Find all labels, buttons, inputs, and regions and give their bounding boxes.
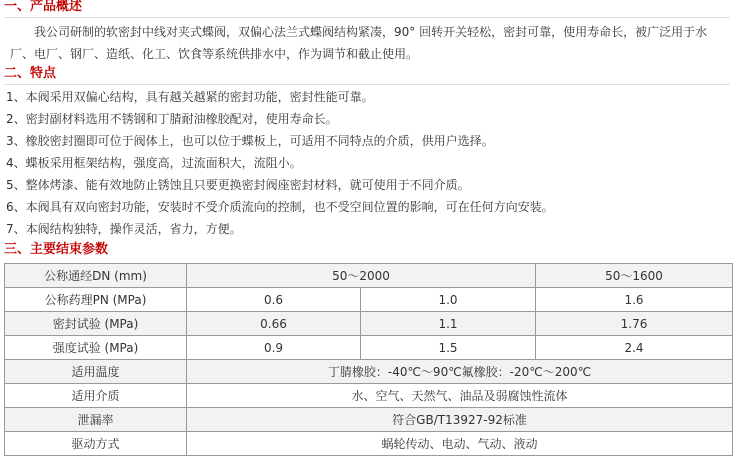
feature-item-3: 3、橡胶密封圈即可位于阀体上，也可以位于蝶板上，可适用不同特点的介质，供用户选择。 [6,134,494,148]
overview-paragraph [10,21,726,65]
overview-text: 我公司研制的软密封中线对夹式蝶阀，双偏心法兰式蝶阀结构紧凑，90° 回转开关轻松，密封可靠，使用寿命长，被广泛用于水厂、电厂、钢厂、造纸、化工、饮食等系统供排水中，作为调节和截止使用。 [10,25,708,61]
param-value: 水、空气、天然气、油品及弱腐蚀性流体 [187,384,733,408]
table-row [5,432,733,456]
param-value: 1.5 [361,336,536,360]
param-label: 适用温度 [5,360,187,384]
param-value: 2.4 [536,336,733,360]
param-label: 公称药理PN (MPa) [5,288,187,312]
params-heading: 三、主要结束参数 [4,242,109,257]
table-row [5,312,733,336]
feature-item-5: 5、整体烤漆、能有效地防止锈蚀且只要更换密封阀座密封材料，就可使用于不同介质。 [6,178,470,192]
table-row [5,264,733,288]
feature-item-6: 6、本阀具有双向密封功能，安装时不受介质流向的控制，也不受空间位置的影响，可在任何方向安装。 [6,200,554,214]
feature-item-2: 2、密封副材料选用不锈钢和丁腈耐油橡胶配对，使用寿命长。 [6,112,338,126]
table-row [5,336,733,360]
param-value: 蜗轮传动、电动、气动、液动 [187,432,733,456]
param-value: 50～2000 [187,264,536,288]
overview-divider [4,17,730,18]
table-row [5,360,733,384]
param-value: 50～1600 [536,264,733,288]
param-label: 公称通经DN (mm) [5,264,187,288]
param-value: 符合GB/T13927-92标准 [187,408,733,432]
features-heading: 二、特点 [4,66,57,81]
param-label: 适用介质 [5,384,187,408]
param-label: 密封试验 (MPa) [5,312,187,336]
features-divider [4,84,730,85]
param-value: 0.9 [187,336,361,360]
param-label: 强度试验 (MPa) [5,336,187,360]
param-value: 丁腈橡胶：-40℃～90℃氟橡胶：-20℃～200℃ [187,360,733,384]
table-row [5,288,733,312]
feature-item-7: 7、本阀结构独特，操作灵活，省力，方便。 [6,222,242,236]
feature-item-1: 1、本阀采用双偏心结构，具有越关越紧的密封功能，密封性能可靠。 [6,90,374,104]
param-value: 1.76 [536,312,733,336]
overview-heading: 一、产品概述 [4,0,83,14]
param-value: 0.6 [187,288,361,312]
param-label: 驱动方式 [5,432,187,456]
param-value: 1.6 [536,288,733,312]
param-label: 泄漏率 [5,408,187,432]
table-row [5,384,733,408]
table-row [5,408,733,432]
param-value: 1.1 [361,312,536,336]
feature-item-4: 4、蝶板采用框架结构，强度高，过流面积大，流阻小。 [6,156,302,170]
param-value: 0.66 [187,312,361,336]
params-table [4,263,733,456]
param-value: 1.0 [361,288,536,312]
